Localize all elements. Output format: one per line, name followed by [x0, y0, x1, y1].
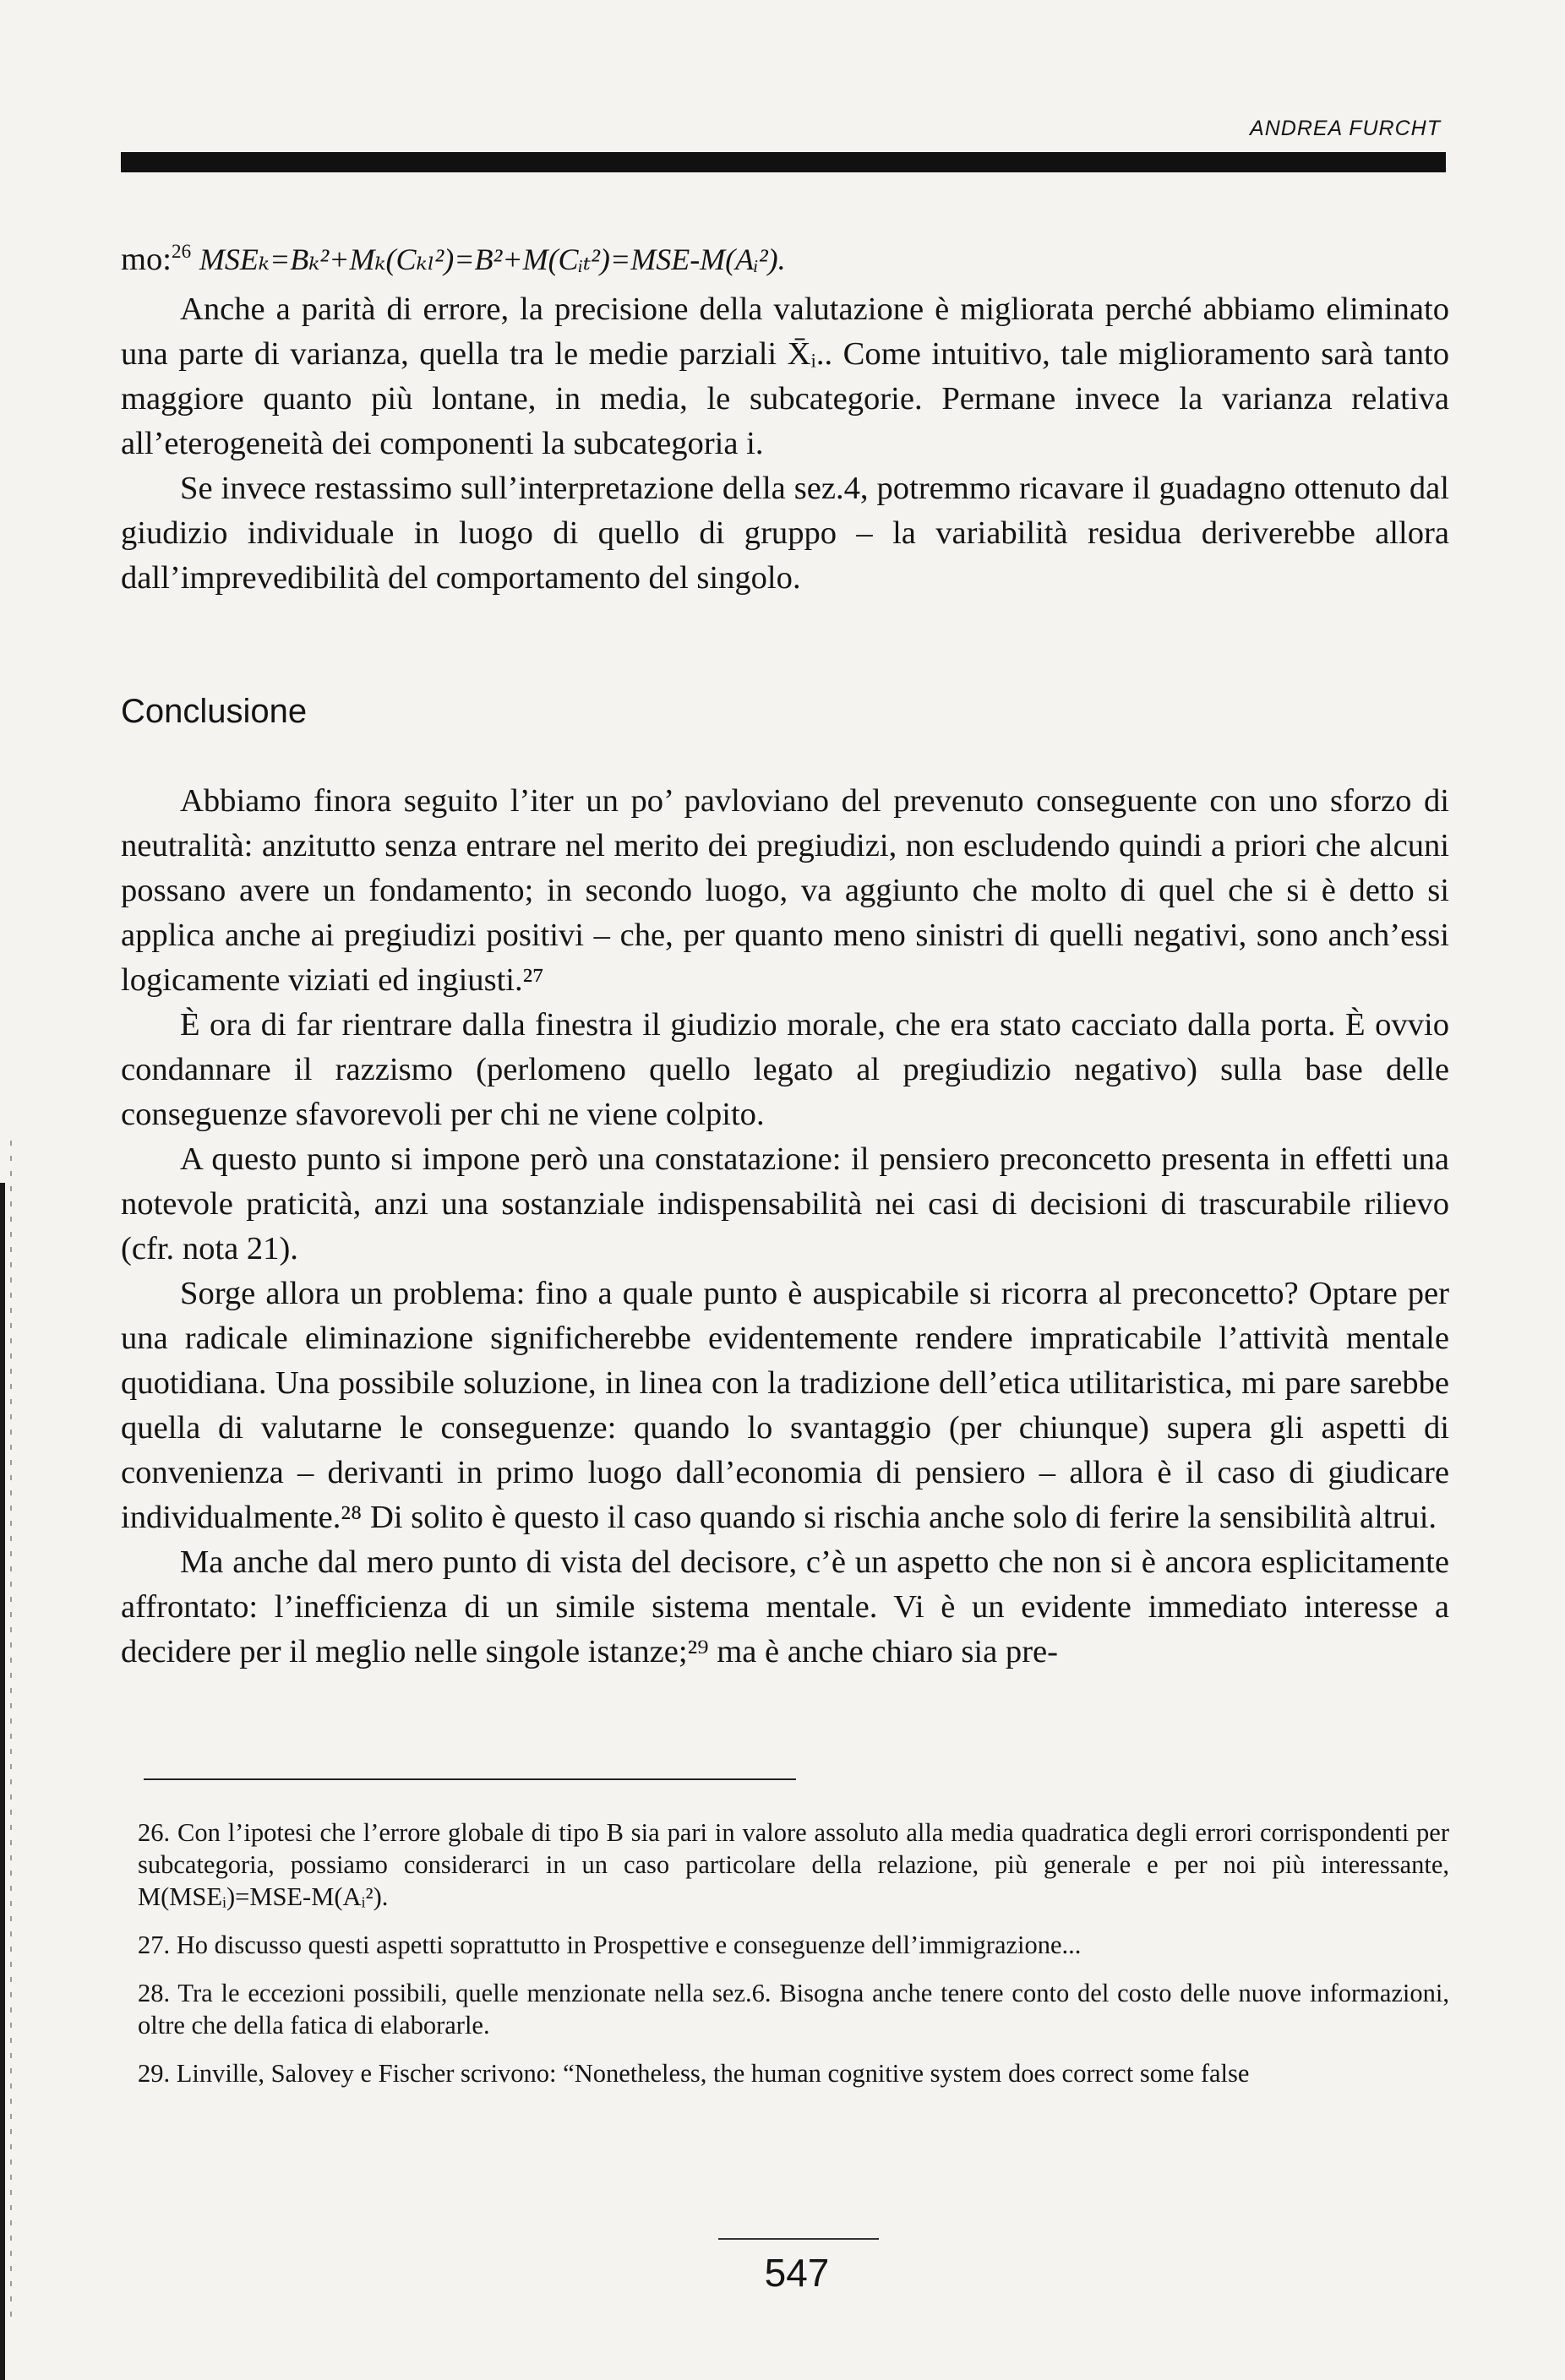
- paragraph: È ora di far rientrare dalla finestra il giudizio morale, che era stato cacciato dalla porta. È ovvio condannare il razzismo (perlomeno quello legato al pregiudizio negativo) sulla base delle conseguenze sfavorevoli per chi ne viene colpito.: [121, 1007, 1449, 1132]
- scan-binding-specks: [10, 1141, 12, 2323]
- body-section-2: [121, 779, 1449, 1675]
- footnote-ref-26: 26: [172, 241, 192, 264]
- footnotes: [138, 1816, 1449, 2105]
- page-number: 547: [764, 2251, 830, 2295]
- footnote-28: 28. Tra le eccezioni possibili, quelle menzionate nella sez.6. Bisogna anche tenere conto del costo delle nuove informazioni, oltre che della fatica di elaborarle.: [138, 1979, 1449, 2040]
- paragraph: Abbiamo finora seguito l’iter un po’ pavloviano del prevenuto conseguente con uno sforzo di neutralità: anzitutto senza entrare nel merito dei pregiudizi, non escludendo quindi a priori che alcuni possano avere un fondamento; in secondo luogo, va aggiunto che molto di quel che si è detto si applica anche ai pregiudizi positivi – che, per quanto meno sinistri di quelli negativi, sono anch’essi logicamente viziati ed ingiusti.²⁷: [121, 783, 1449, 998]
- paragraph: Sorge allora un problema: fino a quale punto è auspicabile si ricorra al preconcetto? Optare per una radicale eliminazione significherebbe evidentemente rendere impraticabile l’attività mentale quotidiana. Una possibile soluzione, in linea con la tradizione dell’etica utilitaristica, mi pare sarebbe quella di valutarne le conseguenze: quando lo svantaggio (per chiunque) supera gli aspetti di convenienza – derivanti in primo luogo dall’economia di pensiero – allora è il caso di giudicare individualmente.²⁸ Di solito è questo il caso quando si rischia anche solo di ferire la sensibilità altrui.: [121, 1276, 1449, 1535]
- folio-rule: [718, 2238, 879, 2240]
- scan-edge-shadow: [0, 0, 5, 2380]
- equation-lead: mo:: [121, 242, 172, 277]
- footnote-27: 27. Ho discusso questi aspetti soprattutto in Prospettive e conseguenze dell’immigrazione...: [138, 1931, 1082, 1959]
- footnote-rule: [144, 1778, 796, 1780]
- equation-line: [121, 241, 786, 278]
- header-rule: [121, 152, 1446, 172]
- section-heading: Conclusione: [121, 693, 308, 730]
- paragraph: Anche a parità di errore, la precisione della valutazione è migliorata perché abbiamo eliminato una parte di varianza, quella tra le medie parziali X̄ᵢ.. Come intuitivo, tale miglioramento sarà tanto maggiore quanto più lontane, in media, le subcategorie. Permane invece la varianza relativa all’eterogeneità dei componenti la subcategoria i.: [121, 291, 1449, 461]
- paragraph: Ma anche dal mero punto di vista del decisore, c’è un aspetto che non si è ancora esplicitamente affrontato: l’inefficienza di un simile sistema mentale. Vi è un evidente immediato interesse a decidere per il meglio nelle singole istanze;²⁹ ma è anche chiaro sia pre-: [121, 1544, 1449, 1669]
- footnote-26: 26. Con l’ipotesi che l’errore globale di tipo B sia pari in valore assoluto alla media quadratica degli errori corrispondenti per subcategoria, possiamo considerarci in un caso particolare della relazione, più generale e per noi più interessante, M(MSEᵢ)=MSE-M(Aᵢ²).: [138, 1818, 1449, 1911]
- body-section-1: [121, 287, 1449, 601]
- paragraph: Se invece restassimo sull’interpretazione della sez.4, potremmo ricavare il guadagno ottenuto dal giudizio individuale in luogo di quello di gruppo – la variabilità residua deriverebbe allora dall’imprevedibilità del comportamento del singolo.: [121, 471, 1449, 596]
- footnote-29: 29. Linville, Salovey e Fischer scrivono: “Nonetheless, the human cognitive system does correct some false: [138, 2059, 1250, 2088]
- paragraph: A questo punto si impone però una constatazione: il pensiero preconcetto presenta in effetti una notevole praticità, anzi una sostanziale indispensabilità nei casi di decisioni di trascurabile rilievo (cfr. nota 21).: [121, 1141, 1449, 1266]
- equation: MSEₖ=Bₖ²+Mₖ(Cₖₗ²)=B²+M(Cᵢₜ²)=MSE-M(Aᵢ²).: [199, 242, 786, 276]
- running-head: ANDREA FURCHT: [1250, 117, 1441, 140]
